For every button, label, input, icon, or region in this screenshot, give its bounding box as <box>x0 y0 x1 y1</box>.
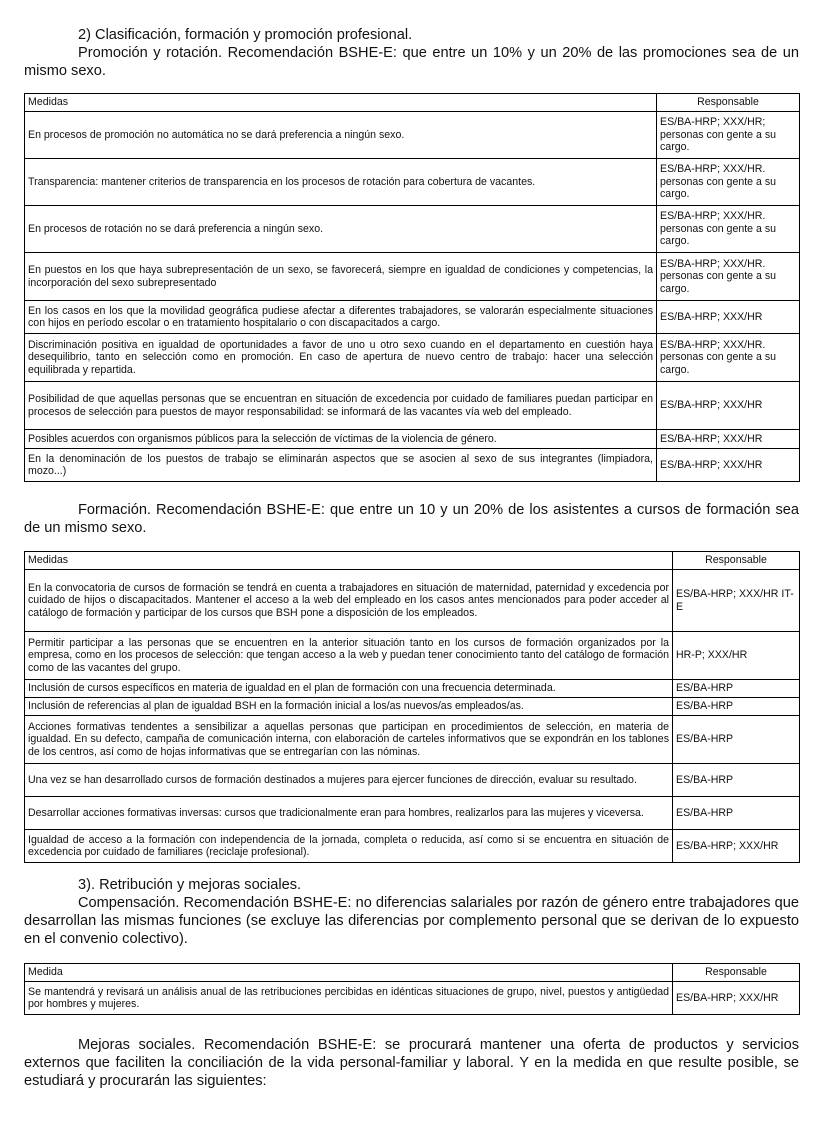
col-header-medidas: Medidas <box>25 552 673 570</box>
responsable-cell: ES/BA-HRP; XXX/HR <box>657 449 800 482</box>
responsable-cell: ES/BA-HRP; XXX/HR. personas con gente a su cargo. <box>657 334 800 382</box>
responsable-cell: ES/BA-HRP <box>673 797 800 830</box>
mejoras-intro: Mejoras sociales. Recomendación BSHE-E: se procurará mantener una oferta de productos y servicios externos que faciliten la conciliación de la vida personal-familiar y laboral. Y en la medida en que resulte posible, se estudiará y procurarán las siguientes: <box>24 1037 799 1089</box>
col-header-medidas: Medidas <box>25 94 657 112</box>
medida-cell: Desarrollar acciones formativas inversas: cursos que tradicionalmente eran para hombres, realizarlos para las mujeres y viceversa. <box>25 797 673 830</box>
table-row <box>25 982 800 1015</box>
section-heading-3: 3). Retribución y mejoras sociales. <box>78 877 302 893</box>
table-row <box>25 253 800 301</box>
table-row <box>25 206 800 253</box>
responsable-cell: HR-P; XXX/HR <box>673 632 800 680</box>
col-header-responsable: Responsable <box>673 552 800 570</box>
table-row <box>25 570 800 632</box>
medida-cell: Una vez se han desarrollado cursos de formación destinados a mujeres para ejercer funciones de dirección, evaluar su resultado. <box>25 764 673 797</box>
medida-cell: En procesos de rotación no se dará preferencia a ningún sexo. <box>25 206 657 253</box>
medida-cell: Igualdad de acceso a la formación con independencia de la jornada, completa o reducida, así como si se encuentra en situación de excedencia por cuidado de familiares (reciclaje profesional). <box>25 830 673 863</box>
formacion-table <box>24 551 800 863</box>
document-page <box>24 26 799 1090</box>
responsable-cell: ES/BA-HRP; XXX/HR IT-E <box>673 570 800 632</box>
medida-cell: En la convocatoria de cursos de formación se tendrá en cuenta a trabajadores en situación de maternidad, paternidad y excedencia por cuidado de hijos o discapacitados. Mantener el acceso a la web del empleado en los casos antes mencionados para poder acceder al catálogo de formación y participar de los cursos que BSH pone a disposición de los empleados. <box>25 570 673 632</box>
medida-cell: En procesos de promoción no automática no se dará preferencia a ningún sexo. <box>25 112 657 159</box>
table-row <box>25 112 800 159</box>
medida-cell: Se mantendrá y revisará un análisis anual de las retribuciones percibidas en idénticas situaciones de grupo, nivel, puestos y antigüedad por hombres y mujeres. <box>25 982 673 1015</box>
responsable-cell: ES/BA-HRP; XXX/HR <box>657 301 800 334</box>
formacion-intro: Formación. Recomendación BSHE-E: que entre un 10 y un 20% de los asistentes a cursos de formación sea de un mismo sexo. <box>24 502 799 536</box>
promocion-intro: Promoción y rotación. Recomendación BSHE-E: que entre un 10% y un 20% de las promociones sea de un mismo sexo. <box>24 45 799 79</box>
medida-cell: En puestos en los que haya subrepresentación de un sexo, se favorecerá, siempre en igualdad de condiciones y competencias, la incorporación del sexo subrepresentado <box>25 253 657 301</box>
table-row <box>25 797 800 830</box>
table-row <box>25 716 800 764</box>
responsable-cell: ES/BA-HRP <box>673 680 800 698</box>
table-row <box>25 430 800 449</box>
table-row <box>25 301 800 334</box>
promocion-table <box>24 93 800 482</box>
medida-cell: Inclusión de referencias al plan de igualdad BSH en la formación inicial a los/as nuevos/as empleados/as. <box>25 698 673 716</box>
table-row <box>25 830 800 863</box>
responsable-cell: ES/BA-HRP; XXX/HR; personas con gente a su cargo. <box>657 112 800 159</box>
responsable-cell: ES/BA-HRP; XXX/HR <box>657 382 800 430</box>
medida-cell: Inclusión de cursos específicos en materia de igualdad en el plan de formación con una frecuencia determinada. <box>25 680 673 698</box>
medida-cell: Transparencia: mantener criterios de transparencia en los procesos de rotación para cobertura de vacantes. <box>25 159 657 206</box>
responsable-cell: ES/BA-HRP; XXX/HR. personas con gente a su cargo. <box>657 206 800 253</box>
medida-cell: Discriminación positiva en igualdad de oportunidades a favor de uno u otro sexo cuando en el departamento en cuestión haya desequilibrio, tanto en selección como en promoción. En caso de apertura de nuevo centro de trabajo: hacer una selección equilibrada y repartida. <box>25 334 657 382</box>
compensacion-table <box>24 963 800 1015</box>
col-header-medida: Medida <box>25 964 673 982</box>
responsable-cell: ES/BA-HRP; XXX/HR. personas con gente a su cargo. <box>657 253 800 301</box>
table-row <box>25 382 800 430</box>
section-heading-2: 2) Clasificación, formación y promoción profesional. <box>78 27 413 43</box>
responsable-cell: ES/BA-HRP; XXX/HR <box>673 830 800 863</box>
responsable-cell: ES/BA-HRP <box>673 698 800 716</box>
responsable-cell: ES/BA-HRP; XXX/HR. personas con gente a su cargo. <box>657 159 800 206</box>
table-row <box>25 159 800 206</box>
medida-cell: Posibilidad de que aquellas personas que se encuentran en situación de excedencia por cuidado de familiares puedan participar en procesos de selección para puestos de mayor responsabilidad: se informará de las vacantes vía web del empleado. <box>25 382 657 430</box>
table-row <box>25 449 800 482</box>
responsable-cell: ES/BA-HRP; XXX/HR <box>657 430 800 449</box>
table-row <box>25 334 800 382</box>
col-header-responsable: Responsable <box>673 964 800 982</box>
table-row <box>25 764 800 797</box>
medida-cell: En la denominación de los puestos de trabajo se eliminarán aspectos que se asocien al sexo de sus integrantes (limpiadora, mozo...) <box>25 449 657 482</box>
medida-cell: Permitir participar a las personas que se encuentren en la anterior situación tanto en los cursos de formación organizados por la empresa, como en los procesos de selección: que tengan acceso a la web y puedan tener conocimiento tanto del catálogo de formación como de las vacantes del grupo. <box>25 632 673 680</box>
responsable-cell: ES/BA-HRP <box>673 716 800 764</box>
medida-cell: Posibles acuerdos con organismos públicos para la selección de víctimas de la violencia de género. <box>25 430 657 449</box>
col-header-responsable: Responsable <box>657 94 800 112</box>
responsable-cell: ES/BA-HRP <box>673 764 800 797</box>
medida-cell: Acciones formativas tendentes a sensibilizar a aquellas personas que participan en procedimientos de selección, en materia de igualdad. En su defecto, campaña de comunicación interna, con elaboración de carteles informativos que se expondrán en los tablones de los centros, así como de hojas informativas que se entregarían con las nóminas. <box>25 716 673 764</box>
compensacion-intro: Compensación. Recomendación BSHE-E: no diferencias salariales por razón de género entre trabajadores que desarrollan las mismas funciones (se excluye las diferencias por complemento personal que se derivan de lo expuesto en el convenio colectivo). <box>24 895 799 947</box>
medida-cell: En los casos en los que la movilidad geográfica pudiese afectar a diferentes trabajadores, se valorarán especialmente situaciones con hijos en período escolar o en tratamiento hospitalario o con discapacitados a cargo. <box>25 301 657 334</box>
table-row <box>25 680 800 698</box>
table-row <box>25 632 800 680</box>
responsable-cell: ES/BA-HRP; XXX/HR <box>673 982 800 1015</box>
table-row <box>25 698 800 716</box>
